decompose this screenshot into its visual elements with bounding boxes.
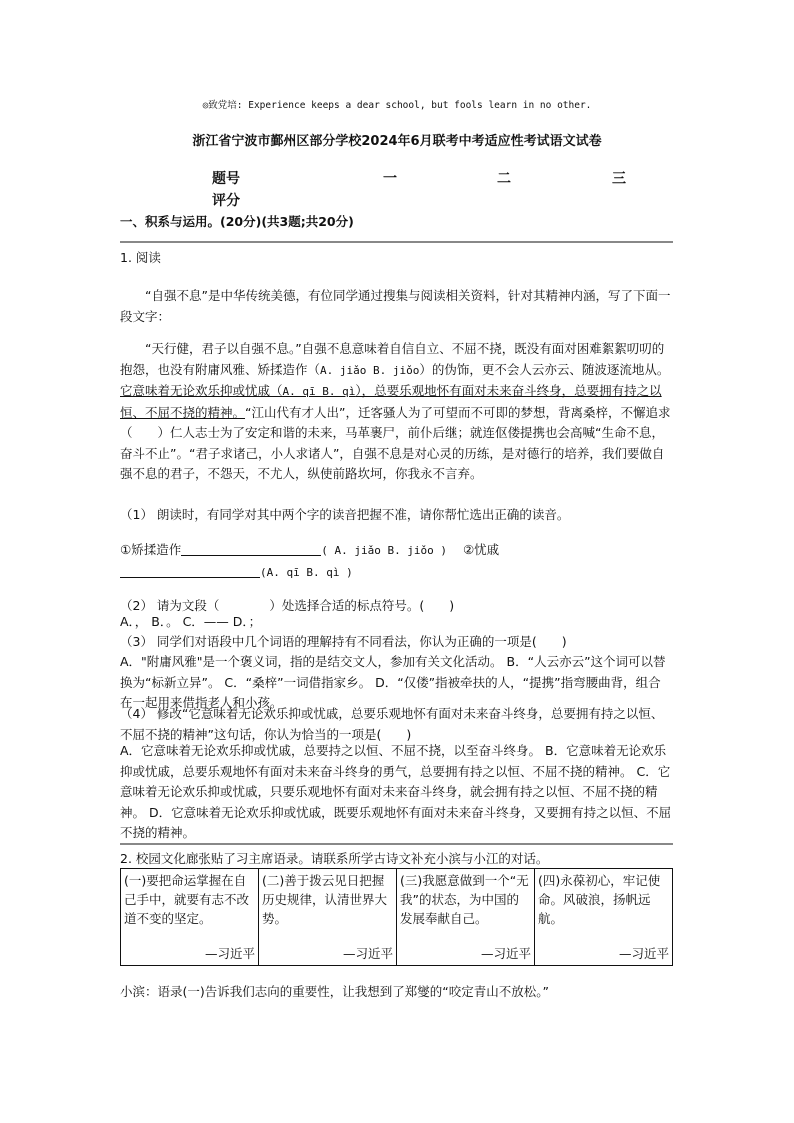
quote-text: (四)永葆初心，牢记使命。风破浪，扬帆远航。 — [538, 873, 661, 926]
motto: ◎致党培: Experience keeps a dear school, but fools learn in no other. — [202, 100, 592, 111]
quote-signature: —习近平 — [618, 946, 669, 961]
quote-signature: —习近平 — [342, 946, 393, 961]
underlined-sentence-2: ），总要乐观地怀有面对未来奋斗终身，总要拥有持之以恒、不屈不挠的精神。 — [120, 383, 662, 420]
quote-text: (一)要把命运掌握在自己手中，就要有志不改道不变的坚定。 — [124, 873, 250, 926]
sub-question-2-options: A．， B．。 C．—— D．； — [120, 614, 262, 629]
quote-cell — [259, 869, 397, 966]
divider — [120, 843, 673, 845]
q1-label: 1. 阅读 — [120, 250, 161, 265]
option-1-choices: ( A. jiǎo B. jiǒo ) — [321, 544, 448, 557]
divider — [120, 241, 673, 243]
q2-dialogue: 小滨：语录(一)告诉我们志向的重要性，让我想到了郑燮的“咬定青山不放松。” — [120, 984, 549, 999]
sub-question-2: （2） 请为文段（ ）处选择合适的标点符号。( ) — [120, 598, 455, 613]
score-col-3: 三 — [612, 171, 626, 187]
sub-question-3-options: A．"附庸风雅"是一个褒义词，指的是结交文人，参加有关文化活动。 B．“人云亦云”这个词可以替换为“标新立异”。 C．“桑梓”一词借指家乡。 D．“仅偻”指被牵扶的人，“提携”指弯腰曲背，组合在一起用来借指老人和小孩。 — [120, 654, 666, 710]
quote-cell — [121, 869, 259, 966]
pinyin-a: A. jiǎo B. jiǒo — [320, 363, 420, 377]
option-2-label: ②忧戚 — [462, 542, 500, 557]
answer-blank-2[interactable] — [120, 563, 260, 578]
exam-title: 浙江省宁波市鄞州区部分学校2024年6月联考中考适应性考试语文试卷 — [192, 134, 602, 149]
passage-b: ）的伪饰，更不会人云亦云、随波逐流地从。 — [419, 361, 670, 377]
option-1-label: ①矫揉造作 — [120, 542, 182, 557]
score-col-2: 二 — [497, 171, 511, 187]
sub-question-3: （3） 同学们对语段中几个词语的理解持有不同看法，你认为正确的一项是( ) — [120, 634, 567, 649]
sub-question-4-options: A．它意味着无论欢乐抑或忧戚，总要持之以恒、不屈不挠，以至奋斗终身。 B．它意味着无论欢乐抑或忧戚，总要乐观地怀有面对未来奋斗终身的勇气，总要拥有持之以恒、不屈不挠的精神。 C．它意味着无论欢乐抑或忧戚，只要乐观地怀有面对未来奋斗终身，就会拥有持之以恒、不屈不挠的精神。 D．它意味着无论欢乐抑或忧戚，既要乐观地怀有面对未来奋斗终身，又要拥有持之以恒、不屈不挠的精神。 — [120, 743, 672, 840]
quote-cell — [397, 869, 535, 966]
score-row-label: 题号 — [212, 171, 240, 187]
quote-signature: —习近平 — [480, 946, 531, 961]
q1-passage — [120, 339, 673, 485]
sub-question-1-options — [120, 540, 673, 583]
quote-text: (二)善于拨云见日把握历史规律，认清世界大势。 — [262, 873, 388, 926]
section-1-heading: 一、积系与运用。(20分)(共3题;共20分) — [120, 214, 354, 229]
quote-cell — [535, 869, 673, 966]
underlined-sentence-1: 它意味着无论欢乐抑或忧戚（ — [120, 383, 283, 398]
score-col-1: 一 — [383, 171, 397, 187]
q2-label: 2. 校园文化廊张贴了习主席语录。请联系所学古诗文补充小滨与小江的对话。 — [120, 851, 549, 866]
quote-signature: —习近平 — [204, 946, 255, 961]
passage-c: “江山代有才人出”，迁客骚人为了可望而不可即的梦想，背离桑梓，不懈追求（ ）仁人志士为了安定和谐的未来，马革裹尸，前仆后继；就连伛偻提携也会高喊“生命不息，奋斗不止”。“君子求诸己，小人求诸人”，自强不息是对心灵的历练，是对德行的培养，我们要做自强不息的君子，不怨天，不尤人，纵使前路坎坷，你我永不言弃。 — [120, 404, 671, 481]
q1-intro: “自强不息”是中华传统美德，有位同学通过搜集与阅读相关资料，针对其精神内涵，写了下面一段文字： — [120, 288, 671, 324]
score-grade-label: 评分 — [212, 193, 240, 209]
passage-a: “天行健，君子以自强不息。”自强不息意味着自信自立、不屈不挠，既没有面对困难絮絮叨叨的抱怨，也没有附庸风雅、矫揉造作（ — [120, 341, 665, 377]
quote-text: (三)我愿意做到一个“无我”的状态，为中国的发展奉献自己。 — [400, 873, 529, 926]
answer-blank-1[interactable] — [181, 541, 321, 556]
sub-question-1: （1） 朗读时，有同学对其中两个字的读音把握不准，请你帮忙选出正确的读音。 — [120, 507, 570, 522]
sub-question-4: （4） 修改“它意味着无论欢乐抑或忧戚，总要乐观地怀有面对未来奋斗终身，总要拥有持之以恒、不屈不挠的精神”这句话，你认为恰当的一项是( ) — [120, 706, 664, 742]
quotes-table — [120, 868, 673, 966]
pinyin-b: A. qī B. qì — [282, 385, 356, 398]
option-2-choices: (A. qī B. qì ) — [260, 565, 353, 579]
